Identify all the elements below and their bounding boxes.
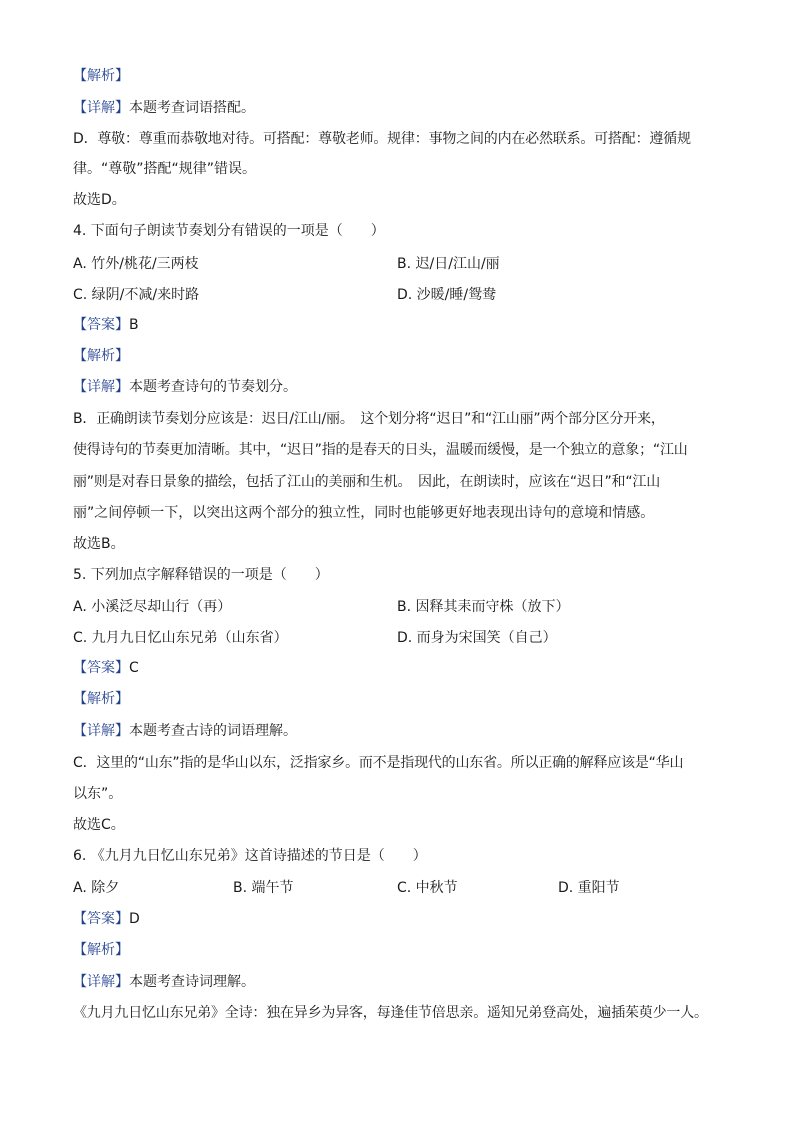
detail-text: 本题考查古诗的词语理解。 [129,723,297,739]
explanation-line: 丽”之间停顿一下，以突出这两个部分的独立性，同时也能够更好地表现出诗句的意境和情感。 [73,505,655,521]
q5-option-d: D. 而身为宋国笑（自己） [397,630,557,646]
answer-tag: 【答案】 [73,317,129,333]
answer-choice: 故选D。 [73,192,126,208]
detail-text: 本题考查词语搭配。 [129,100,255,116]
answer-tag: 【答案】 [73,911,129,927]
answer-line [73,315,723,335]
explanation-line: C．这里的“山东”指的是华山以东，泛指家乡。而不是指现代的山东省。所以正确的解释应该是“华山 [73,755,684,771]
explanation-line: B．正确朗读节奏划分应该是：迟日/江山/丽。 这个划分将“迟日”和“江山丽”两个部分区分开来， [73,411,665,427]
q5-option-c: C. 九月九日忆山东兄弟（山东省） [73,630,288,646]
detail-tag: 【详解】 [73,723,129,739]
explanation-line: 使得诗句的节奏更加清晰。其中，“迟日”指的是春天的日头，温暖而缓慢，是一个独立的意象；“江山 [73,442,688,458]
analysis-tag: 【解析】 [73,691,129,707]
detail-line [73,377,723,397]
q4-option-a: A. 竹外/桃花/三两枝 [73,256,199,272]
q6-option-c: C. 中秋节 [397,880,458,896]
detail-line [73,721,723,741]
answer-value: D [129,911,140,927]
detail-tag: 【详解】 [73,974,129,990]
analysis-tag: 【解析】 [73,942,129,958]
question-5-stem: 5. 下列加点字解释错误的一项是（ ） [73,567,329,583]
answer-line [73,658,723,678]
analysis-tag: 【解析】 [73,348,129,364]
answer-choice: 故选C。 [73,817,125,833]
detail-text: 本题考查诗词理解。 [129,974,255,990]
q5-option-b: B. 因释其耒而守株（放下） [397,599,570,615]
answer-tag: 【答案】 [73,660,129,676]
detail-text: 本题考查诗句的节奏划分。 [129,379,297,395]
poem-line: 《九月九日忆山东兄弟》全诗：独在异乡为异客，每逢佳节倍思亲。遥知兄弟登高处，遍插茱萸少一人。 [73,1005,708,1021]
q4-option-c: C. 绿阴/不减/来时路 [73,287,200,303]
explanation-line: D．尊敬：尊重而恭敬地对待。可搭配：尊敬老师。规律：事物之间的内在必然联系。可搭配：遵循规 [73,131,691,147]
detail-line [73,972,723,992]
answer-choice: 故选B。 [73,536,125,552]
q4-option-b: B. 迟/日/江山/丽 [397,256,500,272]
question-6-stem: 6. 《九月九日忆山东兄弟》这首诗描述的节日是（ ） [73,848,427,864]
detail-tag: 【详解】 [73,379,129,395]
q6-option-a: A. 除夕 [73,880,120,896]
answer-value: C [129,660,139,676]
analysis-tag: 【解析】 [73,68,129,84]
answer-value: B [129,317,139,333]
question-4-stem: 4. 下面句子朗读节奏划分有错误的一项是（ ） [73,223,385,239]
q4-option-d: D. 沙暖/睡/鸳鸯 [397,287,497,303]
explanation-line: 律。“尊敬”搭配“规律”错误。 [73,161,257,177]
answer-line [73,909,723,929]
detail-line [73,98,723,118]
explanation-line: 以东”。 [73,786,123,802]
q5-option-a: A. 小溪泛尽却山行（再） [73,599,232,615]
q6-option-b: B. 端午节 [233,880,294,896]
q6-option-d: D. 重阳节 [558,880,620,896]
explanation-line: 丽”则是对春日景象的描绘，包括了江山的美丽和生机。 因此，在朗读时，应该在“迟日”和“江山 [73,474,661,490]
detail-tag: 【详解】 [73,100,129,116]
